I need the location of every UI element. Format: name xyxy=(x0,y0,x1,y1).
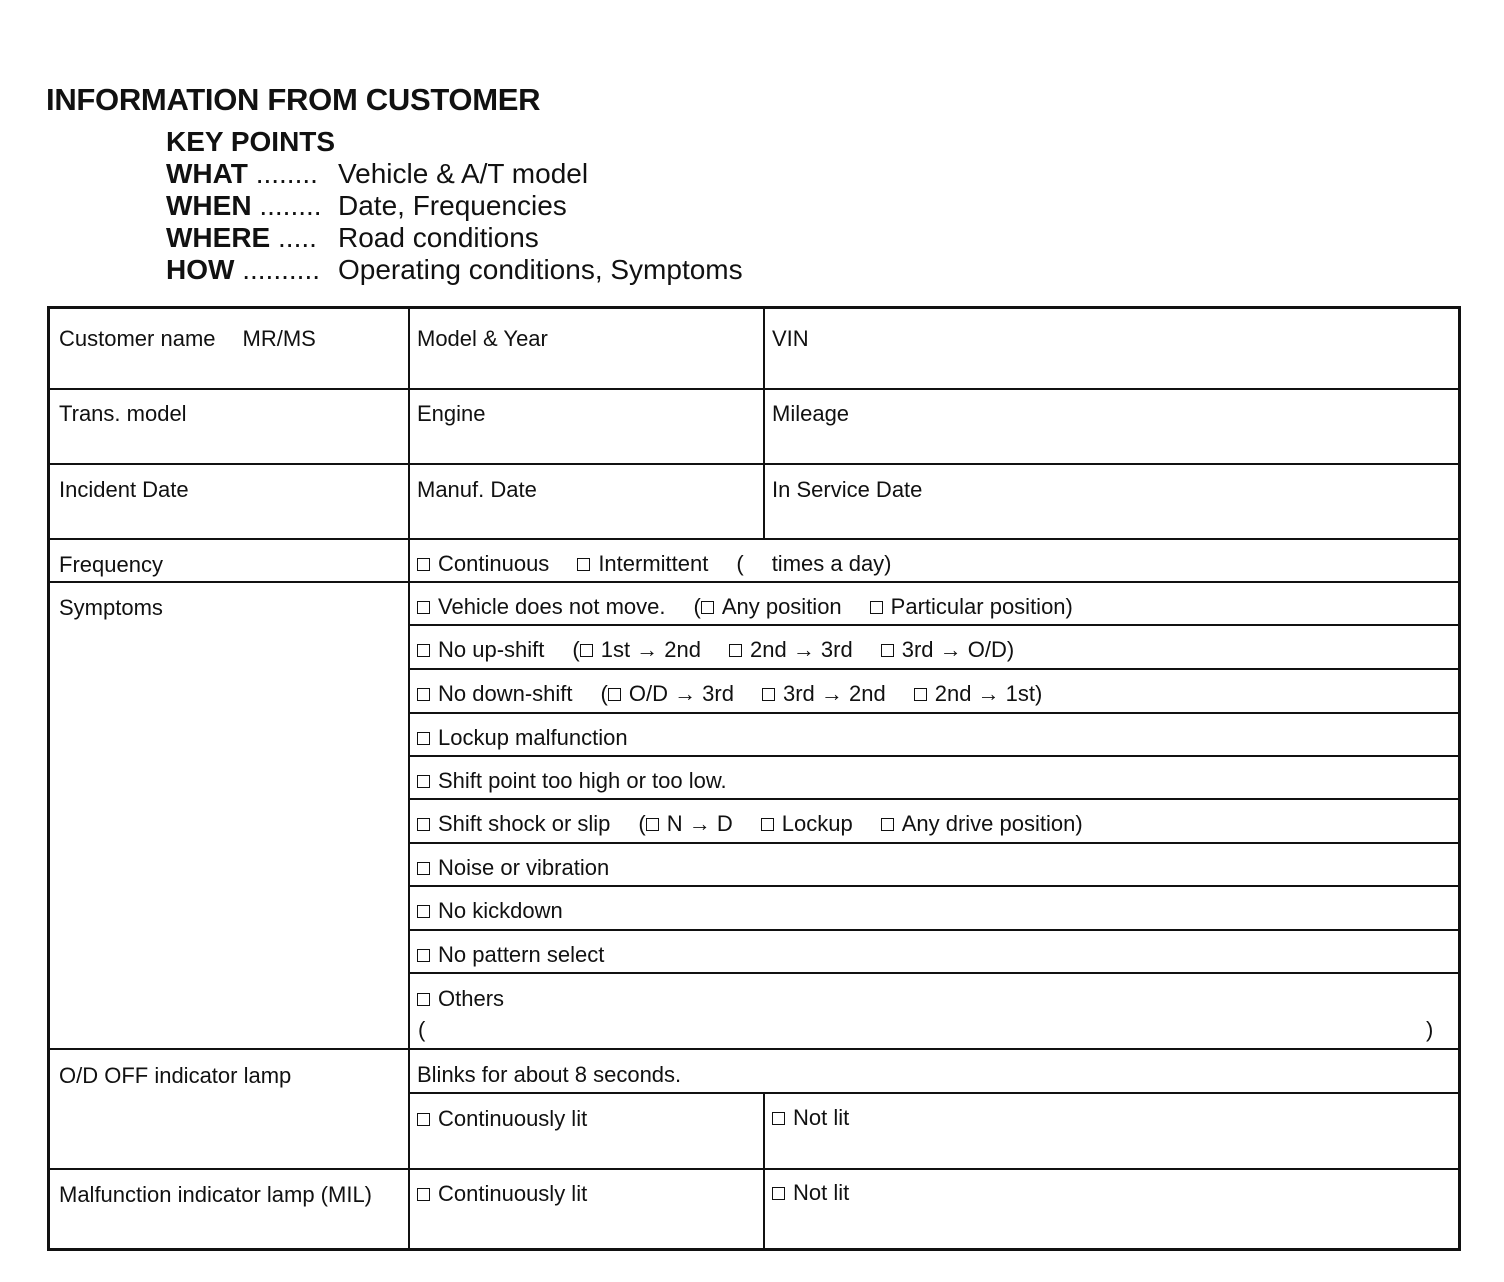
divider xyxy=(408,885,1458,887)
continuous-checkbox[interactable] xyxy=(417,558,430,571)
key-point-dots: ........ xyxy=(259,190,322,221)
vin-label: VIN xyxy=(772,326,809,351)
key-points xyxy=(166,126,743,286)
symptom-lockup-malfunction: Lockup malfunction xyxy=(417,725,628,751)
mileage-label: Mileage xyxy=(772,401,850,426)
divider xyxy=(50,1048,1458,1050)
od-off-not-lit: Not lit xyxy=(772,1105,849,1131)
times-a-day-label: times a day) xyxy=(771,551,892,576)
upshift-3rd-od-checkbox[interactable] xyxy=(881,644,894,657)
key-point-value: Road conditions xyxy=(338,222,539,253)
divider xyxy=(50,581,1458,583)
downshift-2nd-1st-checkbox[interactable] xyxy=(914,688,927,701)
key-point-value: Vehicle & A/T model xyxy=(338,158,589,189)
divider xyxy=(408,755,1458,757)
key-point-when xyxy=(166,190,743,222)
shift-point-checkbox[interactable] xyxy=(417,775,430,788)
mil-continuously-lit: Continuously lit xyxy=(417,1181,587,1207)
model-year-label: Model & Year xyxy=(417,326,548,351)
symptom-shift-shock: Shift shock or slip ( N → D Lockup Any drive position) xyxy=(417,811,1083,837)
divider xyxy=(408,668,1458,670)
divider xyxy=(763,309,765,538)
key-point-key: WHEN xyxy=(166,190,252,221)
od-off-continuously-lit: Continuously lit xyxy=(417,1106,587,1132)
symptom-others: Others xyxy=(417,986,504,1012)
key-point-dots: ..... xyxy=(278,222,317,253)
symptom-does-not-move: Vehicle does not move. ( Any position Particular position) xyxy=(417,594,1073,620)
key-point-dots: .......... xyxy=(242,254,321,285)
shift-shock-checkbox[interactable] xyxy=(417,818,430,831)
incident-date-label: Incident Date xyxy=(59,477,189,502)
customer-name-label: Customer name MR/MS xyxy=(59,326,316,351)
downshift-od-3rd-checkbox[interactable] xyxy=(608,688,621,701)
key-point-what xyxy=(166,158,743,190)
no-kickdown-checkbox[interactable] xyxy=(417,905,430,918)
trans-model-label: Trans. model xyxy=(59,401,187,426)
key-point-key: WHAT xyxy=(166,158,248,189)
lockup-malfunction-checkbox[interactable] xyxy=(417,732,430,745)
does-not-move-checkbox[interactable] xyxy=(417,601,430,614)
symptom-no-pattern: No pattern select xyxy=(417,942,604,968)
symptom-no-downshift: No down-shift ( O/D → 3rd 3rd → 2nd 2nd → 1st) xyxy=(417,681,1042,707)
customer-info-form xyxy=(47,306,1461,1251)
key-point-value: Date, Frequencies xyxy=(338,190,567,221)
key-point-value: Operating conditions, Symptoms xyxy=(338,254,743,285)
key-point-how xyxy=(166,254,743,286)
manuf-date-label: Manuf. Date xyxy=(417,477,537,502)
in-service-date-label: In Service Date xyxy=(772,477,923,502)
no-pattern-checkbox[interactable] xyxy=(417,949,430,962)
others-checkbox[interactable] xyxy=(417,993,430,1006)
divider xyxy=(50,1168,1458,1170)
divider xyxy=(50,463,1458,465)
divider xyxy=(408,624,1458,626)
shock-any-drive-checkbox[interactable] xyxy=(881,818,894,831)
key-point-key: HOW xyxy=(166,254,235,285)
mil-continuously-lit-checkbox[interactable] xyxy=(417,1188,430,1201)
others-open-paren: ( xyxy=(418,1017,426,1042)
others-close-paren: ) xyxy=(1426,1017,1434,1042)
upshift-2nd-3rd-checkbox[interactable] xyxy=(729,644,742,657)
key-point-where xyxy=(166,222,743,254)
mil-not-lit-checkbox[interactable] xyxy=(772,1187,785,1200)
key-points-heading: KEY POINTS xyxy=(166,126,336,157)
divider xyxy=(408,1092,1458,1094)
divider xyxy=(408,712,1458,714)
divider xyxy=(408,842,1458,844)
intermittent-label: Intermittent xyxy=(598,551,709,576)
divider xyxy=(408,929,1458,931)
divider xyxy=(408,798,1458,800)
frequency-label: Frequency xyxy=(59,552,163,577)
od-off-blinks: Blinks for about 8 seconds. xyxy=(417,1062,682,1087)
upshift-1st-2nd-checkbox[interactable] xyxy=(580,644,593,657)
any-position-checkbox[interactable] xyxy=(701,601,714,614)
shock-n-d-checkbox[interactable] xyxy=(646,818,659,831)
od-not-lit-checkbox[interactable] xyxy=(772,1112,785,1125)
key-point-key: WHERE xyxy=(166,222,271,253)
symptom-shift-point: Shift point too high or too low. xyxy=(417,768,727,794)
symptom-no-upshift: No up-shift ( 1st → 2nd 2nd → 3rd 3rd → O/D) xyxy=(417,637,1014,663)
times-open: ( xyxy=(736,551,744,576)
mil-label: Malfunction indicator lamp (MIL) xyxy=(59,1182,373,1207)
mr-ms-label: MR/MS xyxy=(242,326,316,351)
symptom-no-kickdown: No kickdown xyxy=(417,898,563,924)
no-downshift-checkbox[interactable] xyxy=(417,688,430,701)
divider xyxy=(408,972,1458,974)
frequency-options xyxy=(417,551,892,577)
noise-checkbox[interactable] xyxy=(417,862,430,875)
divider xyxy=(50,538,1458,540)
no-upshift-checkbox[interactable] xyxy=(417,644,430,657)
page-title: INFORMATION FROM CUSTOMER xyxy=(46,82,541,117)
symptoms-label: Symptoms xyxy=(59,595,163,620)
engine-label: Engine xyxy=(417,401,486,426)
od-continuously-lit-checkbox[interactable] xyxy=(417,1113,430,1126)
intermittent-checkbox[interactable] xyxy=(577,558,590,571)
od-off-label: O/D OFF indicator lamp xyxy=(59,1063,292,1088)
continuous-label: Continuous xyxy=(438,551,550,576)
key-point-dots: ........ xyxy=(255,158,318,189)
downshift-3rd-2nd-checkbox[interactable] xyxy=(762,688,775,701)
divider xyxy=(50,388,1458,390)
mil-not-lit: Not lit xyxy=(772,1180,849,1206)
symptom-noise: Noise or vibration xyxy=(417,855,609,881)
particular-position-checkbox[interactable] xyxy=(870,601,883,614)
shock-lockup-checkbox[interactable] xyxy=(761,818,774,831)
divider xyxy=(763,1092,765,1248)
divider xyxy=(408,309,410,1248)
